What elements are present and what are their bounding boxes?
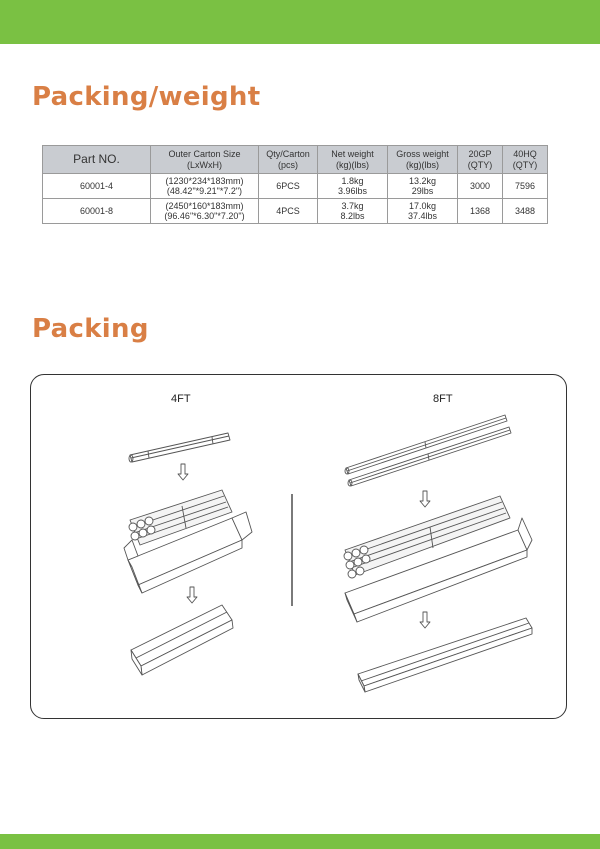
cell-net-lbs: 8.2lbs — [340, 211, 365, 221]
cell-net-kg: 1.8kg — [341, 175, 364, 186]
header-40hq-l1: 40HQ — [513, 149, 537, 159]
4ft-carton-with-tubes — [124, 490, 252, 593]
packing-weight-title: Packing/weight — [32, 82, 261, 112]
header-outer-carton-size-l2: (LxWxH) — [187, 159, 222, 170]
down-arrow-icon — [420, 612, 430, 628]
cell-gross-kg: 13.2kg — [408, 175, 437, 186]
8ft-tubes — [345, 415, 511, 486]
header-20gp-l1: 20GP — [468, 149, 492, 159]
header-net-weight-l1: Net weight — [331, 149, 374, 159]
cell-qty: 6PCS — [259, 174, 318, 199]
8ft-closed-carton — [358, 618, 532, 692]
cell-20gp: 3000 — [458, 174, 503, 199]
cell-carton-size-mm: (1230*234*183mm) — [165, 175, 244, 186]
label-8ft: 8FT — [433, 393, 453, 405]
4ft-closed-carton — [131, 605, 233, 675]
header-net-weight-l2: (kg)(lbs) — [336, 159, 369, 170]
down-arrow-icon — [420, 491, 430, 507]
cell-gross-kg: 17.0kg — [408, 200, 437, 211]
cell-qty: 4PCS — [259, 199, 318, 224]
cell-part-no: 60001-8 — [43, 199, 151, 224]
label-4ft: 4FT — [171, 393, 191, 405]
cell-carton-size-in: (96.46"*6.30"*7.20") — [164, 211, 245, 221]
cell-net-lbs: 3.96lbs — [337, 186, 368, 196]
cell-40hq: 7596 — [503, 174, 548, 199]
cell-part-no: 60001-4 — [43, 174, 151, 199]
header-gross-weight-l1: Gross weight — [396, 149, 449, 159]
down-arrow-icon — [187, 587, 197, 603]
8ft-carton-with-tubes — [344, 496, 532, 622]
cell-40hq: 3488 — [503, 199, 548, 224]
header-qty-carton-l1: Qty/Carton — [266, 149, 310, 159]
header-part-no-text: Part NO. — [73, 152, 120, 167]
4ft-single-tube — [129, 433, 230, 462]
packing-title: Packing — [32, 314, 149, 344]
cell-gross-lbs: 29lbs — [411, 186, 434, 196]
header-gross-weight-l2: (kg)(lbs) — [406, 159, 439, 170]
cell-net-kg: 3.7kg — [341, 200, 364, 211]
header-20gp-l2: (QTY) — [467, 159, 493, 170]
cell-carton-size-mm: (2450*160*183mm) — [165, 200, 244, 211]
cell-carton-size-in: (48.42"*9.21"*7.2") — [166, 186, 243, 196]
header-40hq-l2: (QTY) — [512, 159, 538, 170]
bottom-green-bar — [0, 834, 600, 849]
cell-20gp: 1368 — [458, 199, 503, 224]
down-arrow-icon — [178, 464, 188, 480]
header-qty-carton-l2: (pcs) — [278, 159, 298, 170]
header-outer-carton-size-l1: Outer Carton Size — [168, 149, 241, 159]
cell-gross-lbs: 37.4lbs — [407, 211, 438, 221]
